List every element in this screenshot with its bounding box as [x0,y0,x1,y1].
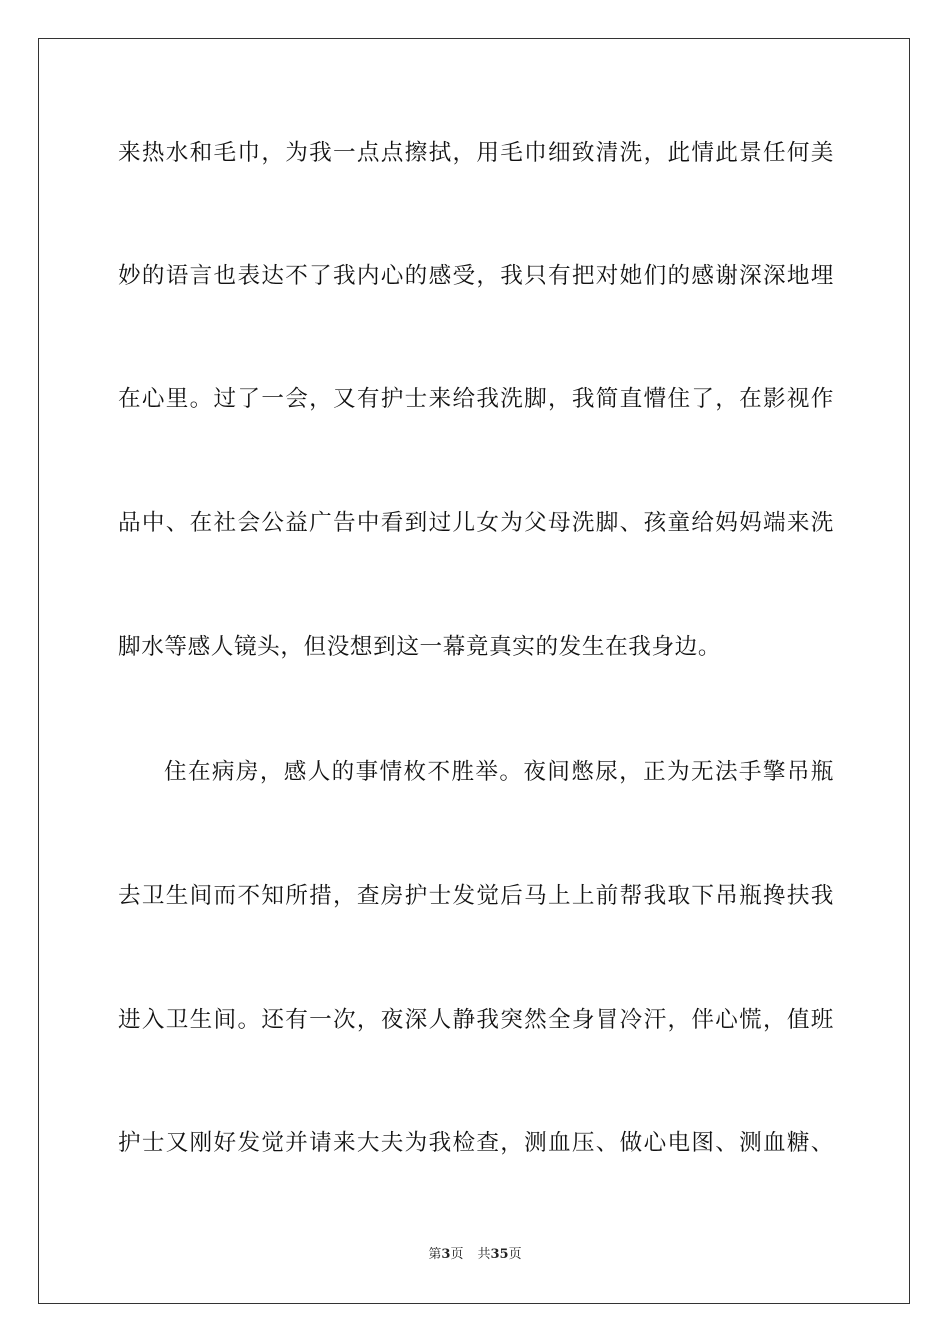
page-border [38,38,910,1304]
text-line: 进入卫生间。还有一次，夜深人静我突然全身冒冷汗，伴心慌，值班 [118,1007,834,1033]
text-line: 在心里。过了一会，又有护士来给我洗脚，我简直懵住了，在影视作 [118,386,834,412]
text-line: 护士又刚好发觉并请来大夫为我检查，测血压、做心电图、测血糖、 [118,1130,834,1156]
page-prefix: 第 [428,1247,442,1262]
text-line: 来热水和毛巾，为我一点点擦拭，用毛巾细致清洗，此情此景任何美 [118,140,834,166]
text-line: 脚水等感人镜头，但没想到这一幕竟真实的发生在我身边。 [118,634,722,660]
total-pages: 35 [490,1247,509,1262]
total-prefix: 共 [477,1247,491,1262]
text-line: 去卫生间而不知所措，查房护士发觉后马上上前帮我取下吊瓶搀扶我 [118,883,834,909]
text-line: 品中、在社会公益广告中看到过儿女为父母洗脚、孩童给妈妈端来洗 [118,510,834,536]
text-line: 妙的语言也表达不了我内心的感受，我只有把对她们的感谢深深地埋 [118,263,834,289]
page-suffix: 页 [450,1247,464,1262]
total-suffix: 页 [508,1247,522,1262]
page-footer [0,1246,950,1264]
page-number: 3 [441,1247,451,1262]
paragraph-first-line: 住在病房，感人的事情枚不胜举。夜间憋尿，正为无法手擎吊瓶 [164,759,834,785]
